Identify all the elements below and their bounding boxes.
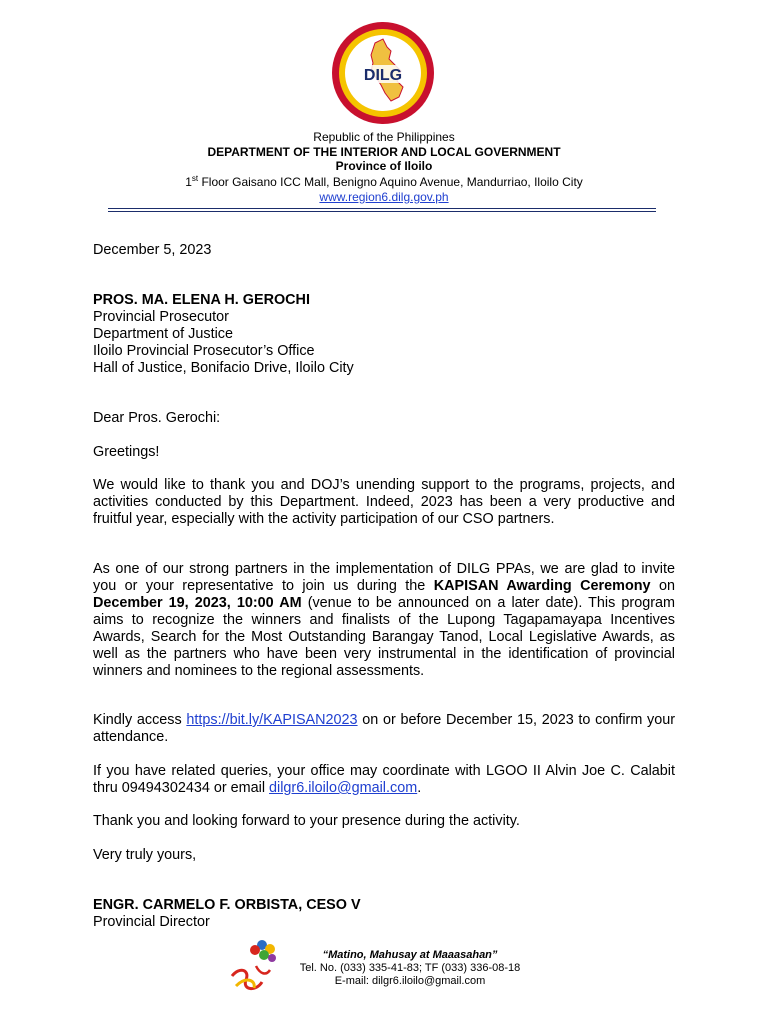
footer-email: E-mail: dilgr6.iloilo@gmail.com bbox=[334, 975, 486, 987]
department-name: DEPARTMENT OF THE INTERIOR AND LOCAL GOVERNMENT bbox=[207, 145, 561, 159]
paragraph-rsvp: Kindly access https://bit.ly/KAPISAN2023 on or before December 15, 2023 to confirm your attendance. bbox=[93, 712, 675, 745]
recipient-department: Department of Justice bbox=[93, 326, 233, 342]
recipient-title: Provincial Prosecutor bbox=[93, 309, 229, 325]
letter-date: December 5, 2023 bbox=[93, 242, 212, 258]
rsvp-link[interactable]: https://bit.ly/KAPISAN2023 bbox=[186, 712, 358, 728]
dilg-seal-logo bbox=[331, 21, 435, 125]
signatory-title: Provincial Director bbox=[93, 914, 210, 930]
event-datetime: December 19, 2023, 10:00 AM bbox=[93, 595, 302, 611]
paragraph-thanks: We would like to thank you and DOJ’s unending support to the programs, projects, and activities conducted by this Department. Indeed, 2023 has been a very productive and fruitful year, especially with the activity participation of our CSO partners. bbox=[93, 477, 675, 527]
header-divider bbox=[108, 208, 656, 209]
salutation: Dear Pros. Gerochi: bbox=[93, 410, 221, 426]
seal-text: DILG bbox=[363, 67, 403, 84]
paragraph-queries: If you have related queries, your office may coordinate with LGOO II Alvin Joe C. Calabit thru 09494302434 or email dilgr6.iloilo@gmail.com. bbox=[93, 763, 675, 796]
footer-emblem-icon bbox=[226, 936, 288, 998]
contact-email-link[interactable]: dilgr6.iloilo@gmail.com bbox=[269, 780, 418, 796]
office-address: 1st Floor Gaisano ICC Mall, Benigno Aquino Avenue, Mandurriao, Iloilo City bbox=[185, 174, 583, 189]
website-link[interactable]: www.region6.dilg.gov.ph bbox=[319, 190, 449, 204]
republic-line: Republic of the Philippines bbox=[313, 130, 455, 144]
paragraph-closing-thanks: Thank you and looking forward to your presence during the activity. bbox=[93, 813, 520, 829]
header-divider-2 bbox=[108, 211, 656, 212]
footer-telephone: Tel. No. (033) 335-41-83; TF (033) 336-08-18 bbox=[299, 962, 521, 974]
paragraph-invitation: As one of our strong partners in the implementation of DILG PPAs, we are glad to invite you or your representative to join us during the KAPISAN Awarding Ceremony on December 19, 2023, 10:00 AM (venue to be announced on a later date). This program aims to recognize the winners and finalists of the Lupong Tagapamayapa Incentives Awards, Search for the Most Outstanding Barangay Tanod, Local Legislative Awards, as well as the partners who have been very instrumental in the identification of provincial winners and nominees to the regional assessments. bbox=[93, 561, 675, 679]
footer-motto: “Matino, Mahusay at Maaasahan” bbox=[322, 949, 498, 961]
event-name: KAPISAN Awarding Ceremony bbox=[433, 578, 651, 594]
greeting: Greetings! bbox=[93, 444, 160, 460]
recipient-name: PROS. MA. ELENA H. GEROCHI bbox=[93, 292, 310, 308]
signatory-name: ENGR. CARMELO F. ORBISTA, CESO V bbox=[93, 897, 361, 913]
recipient-office: Iloilo Provincial Prosecutor’s Office bbox=[93, 343, 315, 359]
province-name: Province of Iloilo bbox=[335, 159, 433, 173]
complimentary-close: Very truly yours, bbox=[93, 847, 197, 863]
recipient-address: Hall of Justice, Bonifacio Drive, Iloilo City bbox=[93, 360, 354, 376]
